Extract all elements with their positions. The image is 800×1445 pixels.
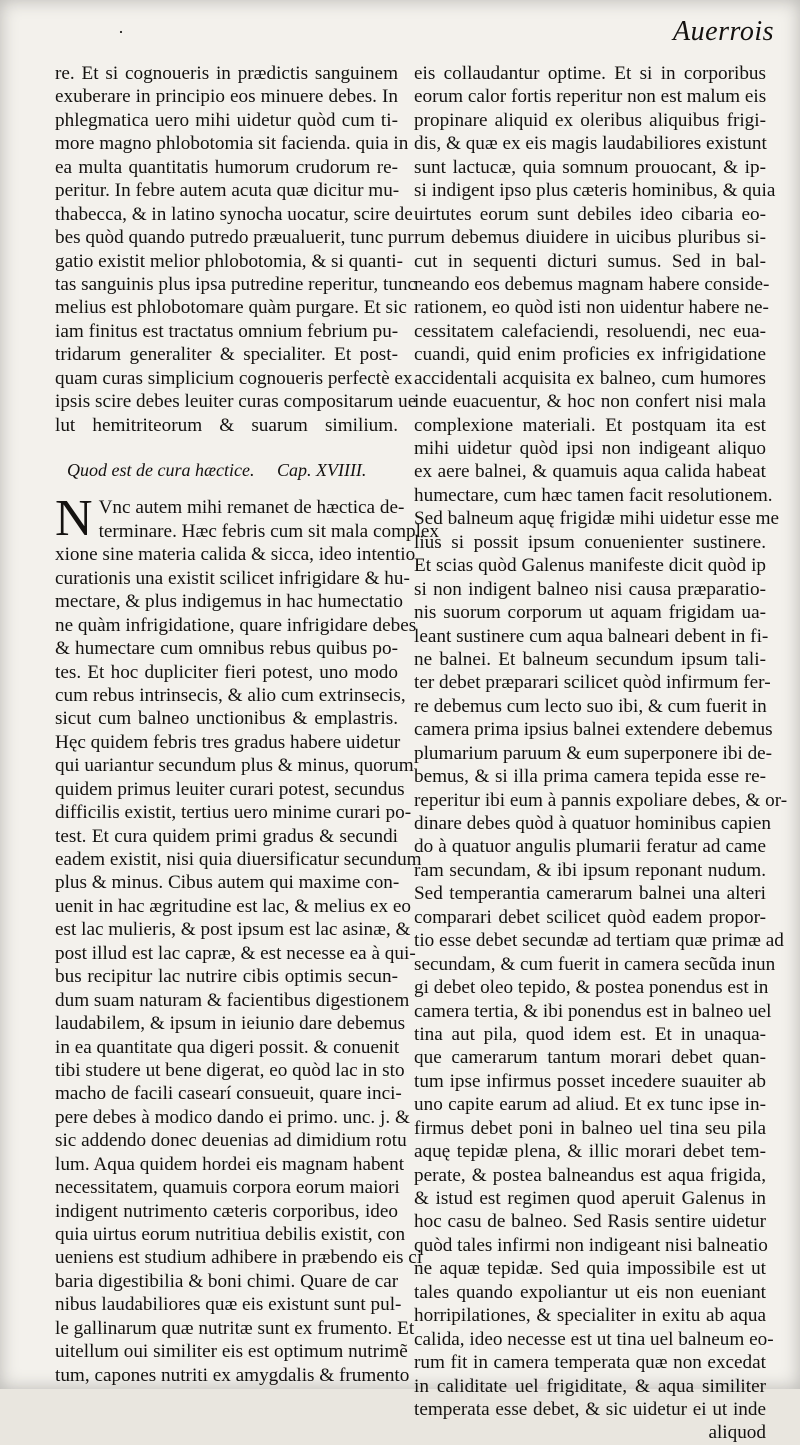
text-line: uitellum oui similiter eis est optimum nutrimẽ <box>55 1341 408 1363</box>
text-line: necessitatem, quamuis corpora eorum maiori <box>55 1177 400 1199</box>
chapter-number: Cap. XVIIII. <box>276 460 367 480</box>
text-line: tes. Et hoc dupliciter fieri potest, uno modo <box>55 661 398 683</box>
text-line: iam finitus est tractatus omnium febrium pu- <box>55 320 399 342</box>
first-line-text: Vnc autem mihi remanet de hæctica de- <box>98 497 405 519</box>
text-line: accidentali acquisita ex balneo, cum humores <box>414 367 766 389</box>
text-line: gatio existit melior phlobotomia, & si quanti- <box>55 250 403 272</box>
chapter-title: Quod est de cura hæctice. <box>67 460 255 480</box>
text-line: Sed temperantia camerarum balnei una alteri <box>414 883 766 905</box>
text-line: ram secundam, & ibi ipsum reponant nudum. <box>414 859 766 881</box>
text-line: post illud est lac capræ, & est necesse ea à qui- <box>55 942 416 964</box>
chapter-heading <box>67 459 398 482</box>
text-line: horripilationes, & specialiter in exitu ab aqua <box>414 1305 766 1327</box>
text-line: tridarum generaliter & specialiter. Et post- <box>55 344 398 366</box>
text-line: calida, ideo necesse est ut tina uel balneum eo- <box>414 1328 774 1350</box>
text-line: quòd tales infirmi non indigeant nisi balneatio <box>414 1234 768 1256</box>
right-column-body <box>414 62 788 1421</box>
text-line: eis collaudantur optime. Et si in corporibus <box>414 63 766 84</box>
text-line: reperitur ibi eum à pannis expoliare debes, & or- <box>414 789 788 811</box>
text-line: quidem primus leuiter curari potest, secundus <box>55 778 405 800</box>
text-line: rum fit in camera temperata quæ non excedat <box>414 1352 766 1374</box>
text-line: rum debemus diuidere in uicibus pluribus si- <box>414 227 766 249</box>
text-line: tas sanguinis plus ipsa putredine reperitur, tunc <box>55 273 417 295</box>
text-line: mectare, & plus indigemus in hac humectatio <box>55 591 403 613</box>
text-line: tibi studere ut bene digerat, eo quòd lac in sto <box>55 1059 405 1081</box>
text-line: difficilis existit, tertius uero minime curari po- <box>55 802 412 824</box>
text-line: bes quòd quando putredo præualuerit, tunc pur <box>55 227 414 249</box>
text-line: Et scias quòd Galenus manifeste dicit quòd ip <box>414 555 766 577</box>
text-line: nibus laudabiliores quæ eis existunt sunt pul- <box>55 1294 402 1316</box>
text-line: lut hemitriteorum & suarum similium. <box>55 414 398 436</box>
text-line: est lac mulieris, & post ipsum est lac asinæ, & <box>55 919 411 941</box>
text-line: sic addendo donec deuenias ad dimidium rotu <box>55 1130 407 1152</box>
text-line: propinare aliquid ex oleribus aliquibus frigi- <box>414 109 766 131</box>
text-line: bemus, & si illa prima camera tepida esse re- <box>414 766 766 788</box>
text-line: uno capite earum ad aliud. Et ex tunc ipse in- <box>414 1094 766 1116</box>
text-line: test. Et cura quidem primi gradus & secundi <box>55 825 398 847</box>
text-line: eorum calor fortis reperitur non est malum eis <box>414 86 767 108</box>
text-line: uirtutes eorum sunt debiles ideo cibaria eo- <box>414 203 766 225</box>
text-line: si indigent ipso plus cæteris hominibus, & quia <box>414 180 776 202</box>
text-line: que camerarum tantum morari debet quan- <box>414 1047 766 1069</box>
text-line: secundam, & cum fuerit in camera secũda inun <box>414 953 776 975</box>
paragraph-closing-prior-chapter <box>55 62 417 437</box>
text-line: mihi uidetur quòd ipsi non indigeant aliquo <box>414 438 766 459</box>
text-line: ueniens est studium adhibere in præbendo eis ci <box>55 1247 423 1269</box>
text-line: sunt lactucæ, quia somnum prouocant, & ip- <box>414 156 766 178</box>
text-line: si non indigent balneo nisi causa præparatio- <box>414 578 766 600</box>
text-line: perate, & postea balneandus est aqua frigida, <box>414 1164 766 1186</box>
text-line: lum. Aqua quidem hordei eis magnam habent <box>55 1153 405 1175</box>
text-line: tio esse debet secundæ ad tertiam quæ primæ ad <box>414 930 784 952</box>
text-line: ne quàm infrigidatione, quare infrigidare debes <box>55 614 417 636</box>
text-line: sicut cum balneo unctionibus & emplastris. <box>55 708 398 730</box>
text-line: inde euacuentur, & hoc non confert nisi mala <box>414 391 766 413</box>
text-line: ter debet præparari scilicet quòd infirmum fer- <box>414 672 771 694</box>
initial-letter: N <box>55 490 93 548</box>
running-header <box>0 12 800 52</box>
text-line: dis, & quæ ex eis magis laudabiliores existunt <box>414 133 767 155</box>
text-line: melius est phlobotomare quàm purgare. Et sic <box>55 297 407 319</box>
text-line: comparari debet scilicet quòd eadem propor- <box>414 906 766 928</box>
text-line: indigent nutrimento cæteris corporibus, ideo <box>55 1200 398 1222</box>
text-line: cut in sequenti dicturi sumus. Sed in bal- <box>414 250 766 272</box>
text-line: terminare. Hæc febris cum sit mala complex <box>98 520 440 542</box>
text-line: macho de facili casearí consueuit, quare inci- <box>55 1083 402 1105</box>
text-line: curationis una existit scilicet infrigidare & hu- <box>55 567 410 589</box>
text-line: cuandi, quid enim proficies ex infrigidatione <box>414 344 766 366</box>
text-line: tales quando expoliantur ut eis non eueniant <box>414 1281 766 1303</box>
text-line: ipsis scire debes leuiter curas compositarum ue <box>55 391 417 413</box>
text-line: nis suorum corporum ut aquam frigidam ua- <box>414 602 766 624</box>
text-line: xione sine materia calida & sicca, ideo intentio <box>55 544 416 566</box>
running-title: Auerrois <box>673 16 774 47</box>
text-line: cum rebus intrinsecis, & alio cum extrinsecis, <box>55 684 406 706</box>
text-line: Hęc quidem febris tres gradus habere uidetur <box>55 731 401 753</box>
text-line: in ea quantitate qua digeri possit. & conuenit <box>55 1036 400 1058</box>
text-line: & humectare cum omnibus rebus quibus po- <box>55 638 398 660</box>
text-line: thabecca, & in latino synocha uocatur, scire de <box>55 203 413 225</box>
header-dot: · <box>118 22 124 42</box>
text-line: rationem, eo quòd isti non uidentur habere ne- <box>414 297 769 319</box>
text-line: eadem existit, nisi quia diuersificatur secundum <box>55 849 422 871</box>
text-line: complexione materiali. Et postquam ita est <box>414 414 766 436</box>
text-line: uenit in hac ægritudine est lac, & melius ex eo <box>55 895 411 917</box>
text-line: tum, capones nutriti ex amygdalis & frumento <box>55 1364 410 1386</box>
text-line: Sed balneum aquę frigidæ mihi uidetur esse me <box>414 508 780 530</box>
chapter-opening-paragraph <box>55 490 440 1387</box>
text-line: camera prima ipsius balnei extendere debemus <box>414 719 773 741</box>
text-line: re debemus cum lecto suo ibi, & cum fuerit in <box>414 695 767 717</box>
text-line: humectare, cum hæc tamen facit resolutionem. <box>414 484 773 506</box>
text-line: plumarium paruum & eum superponere ibi de- <box>414 742 773 764</box>
text-line: aquę tepidæ plena, & illic morari debet tem- <box>414 1141 766 1163</box>
text-line: pere debes à modico dando ei primo. unc. j. & <box>55 1106 410 1128</box>
left-column <box>55 62 440 1387</box>
text-line: lius si possit ipsum conuenienter sustinere. <box>414 531 766 553</box>
text-line: bus recipitur lac nutrire cibis optimis secun- <box>55 966 398 988</box>
chapter-body <box>55 520 440 1387</box>
text-line: baria digestibilia & boni chimi. Quare de car <box>55 1270 399 1292</box>
text-line: ex aere balnei, & quamuis aqua calida habeat <box>414 461 766 483</box>
text-line: cessitatem calefaciendi, resoluendi, nec eua- <box>414 320 766 342</box>
catchword: aliquod <box>708 1422 766 1444</box>
text-line: tum ipse infirmus posset incedere suauiter ab <box>414 1070 766 1092</box>
text-line: re. Et si cognoueris in prædictis sanguinem <box>55 63 398 84</box>
text-line: temperata esse debet, & sic uidetur ei ut inde <box>414 1398 766 1420</box>
text-line: & istud est regimen quod aperuit Galenus in <box>414 1188 766 1209</box>
text-line: phlegmatica uero mihi uidetur quòd cum ti- <box>55 109 398 131</box>
text-line: do à quatuor angulis plumarii feratur ad came <box>414 836 766 858</box>
text-line: camera tertia, & ibi ponendus est in balneo uel <box>414 1000 772 1022</box>
text-line: in caliditate uel frigiditate, & aqua similiter <box>414 1375 766 1397</box>
text-line: le gallinarum quæ nutritæ sunt ex frumento. Et <box>55 1317 415 1339</box>
text-line: firmus debet poni in balneo uel tina seu pila <box>414 1117 766 1139</box>
text-line: ne balnei. Et balneum secundum ipsum tali- <box>414 648 766 670</box>
text-line: qui uariantur secundum plus & minus, quorum <box>55 755 414 777</box>
text-line: quam curas simplicium cognoueris perfectè ex <box>55 367 413 389</box>
text-line: ea multa quantitatis humorum crudorum re- <box>55 156 398 178</box>
text-line: plus & minus. Cibus autem qui maxime con- <box>55 872 400 894</box>
text-line: hoc casu de balneo. Sed Rasis sentire uidetur <box>414 1211 766 1233</box>
text-line: dinare debes quòd à quatuor hominibus capien <box>414 813 772 834</box>
text-line: dum suam naturam & facientibus digestionem <box>55 989 410 1011</box>
text-line: tina aut pila, quod idem est. Et in unaqua- <box>414 1023 766 1045</box>
text-line: laudabilem, & ipsum in ieiunio dare debemus <box>55 1013 406 1035</box>
text-line: neando eos debemus magnam habere conside- <box>414 273 770 295</box>
text-line: leant sustinere cum aqua balneari debent in fi- <box>414 625 769 647</box>
text-line: gi debet oleo tepido, & postea ponendus est in <box>414 977 769 999</box>
text-line: quia uirtus eorum nutritiua debilis existit, con <box>55 1224 406 1246</box>
text-line: peritur. In febre autem acuta quæ dicitur mu- <box>55 180 400 202</box>
text-line: more magno phlobotomia sit facienda. quia in <box>55 133 409 155</box>
right-column <box>414 62 788 1445</box>
text-line: ne aquæ tepidæ. Sed quia impossibile est ut <box>414 1258 766 1280</box>
text-line: exuberare in principio eos minuere debes. In <box>55 86 398 108</box>
